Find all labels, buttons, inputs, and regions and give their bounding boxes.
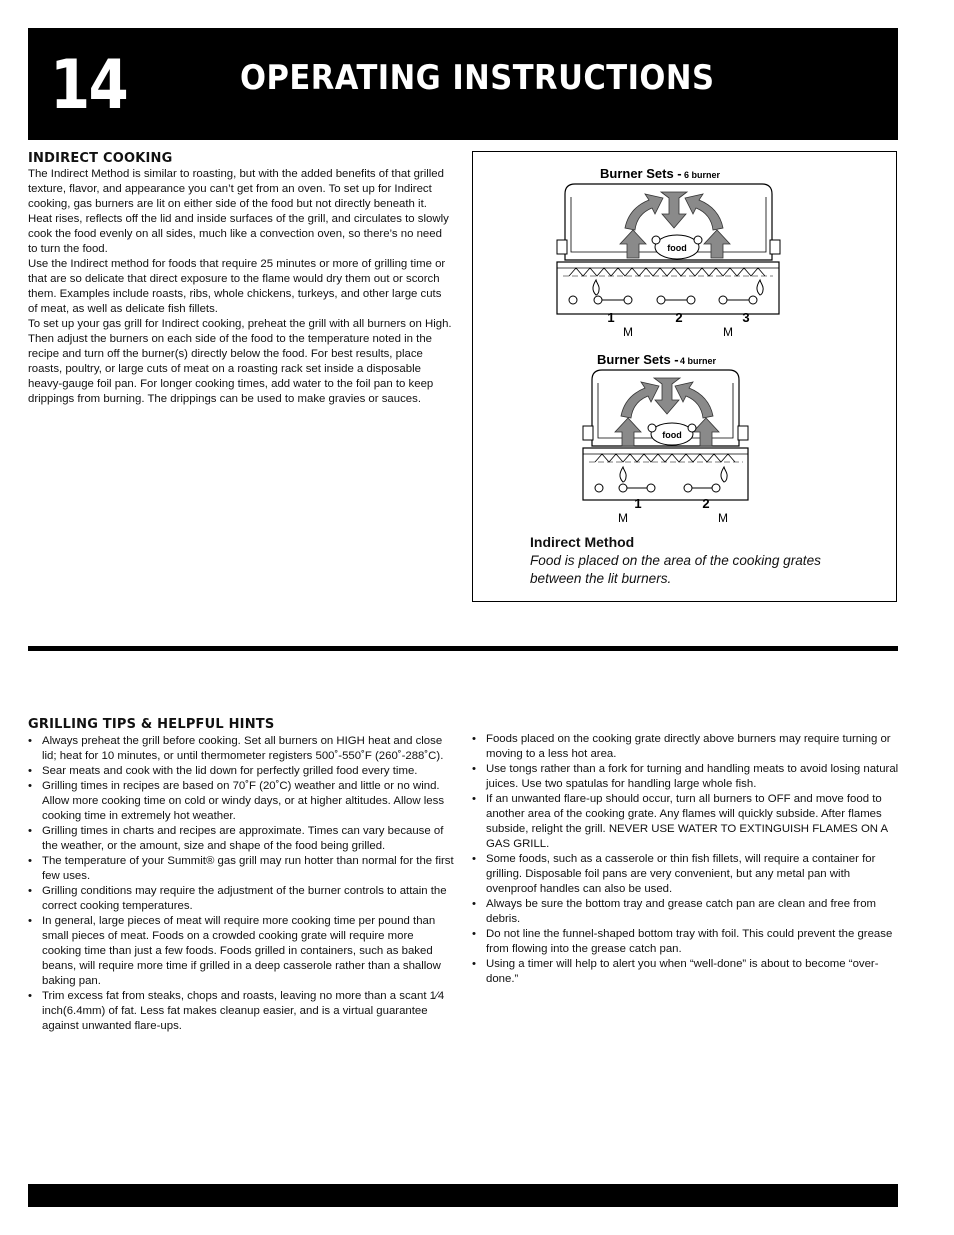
tip-item: • Always be sure the bottom tray and grease catch pan are clean and free from debris.: [472, 897, 900, 927]
indirect-paragraph: The Indirect Method is similar to roasting, but with the added benefits of that grilled texture, flavor, and appearance you can’t get from an oven. To set up for Indirect cooking, gas burners are lit on either side of the food but not directly beneath it. Heat rises, reflects off the lid and inside surfaces of the grill, and circulates to slowly cook the food evenly on all sides, much like a convection oven, so there’s no need to turn the food.: [28, 168, 449, 255]
tip-item: • Always preheat the grill before cooking. Set all burners on HIGH heat and close lid; heat for 10 minutes, or until thermometer registers 500˚-550˚F (260˚-288˚C).: [28, 734, 456, 764]
figure-caption-text: Food is placed on the area of the cooking grates between the lit burners.: [530, 553, 821, 586]
diagram-title: Burner Sets -: [600, 166, 682, 181]
tip-item: • Foods placed on the cooking grate directly above burners may require turning or moving to a less hot area.: [472, 732, 900, 762]
burner-marker: M: [618, 511, 628, 525]
four-burner-diagram: [583, 352, 748, 525]
burner-marker: M: [718, 511, 728, 525]
section-divider: [28, 646, 898, 651]
indirect-cooking-text: [28, 167, 454, 407]
indirect-paragraph: To set up your gas grill for Indirect cooking, preheat the grill with all burners on High. Then adjust the burners on each side of the food to the temperature noted in the recipe and turn off the burner(s) directly below the food. For best results, place roasts, poultry, or large cuts of meat on a roasting rack set inside a disposable heavy-gauge foil pan. For longer cooking times, add water to the foil pan to keep drippings from burning. The drippings can be used to make gravies or sauces.: [28, 318, 452, 405]
page-title: OPERATING INSTRUCTIONS: [240, 58, 715, 98]
burner-number: 2: [675, 310, 683, 325]
tip-item: • Use tongs rather than a fork for turning and handling meats to avoid losing natural juices. Use two spatulas for handling large whole fish.: [472, 762, 900, 792]
tip-item: • Trim excess fat from steaks, chops and roasts, leaving no more than a scant 1⁄4 inch(6.4mm) of fat. Less fat makes cleanup easier, and is a virtual guarantee against unwanted flare-ups.: [28, 989, 456, 1034]
footer-bar: [28, 1184, 898, 1207]
burner-diagrams: [473, 152, 896, 532]
tip-item: • Sear meats and cook with the lid down for perfectly grilled food every time.: [28, 764, 456, 779]
indirect-method-figure: [472, 151, 897, 602]
indirect-paragraph: Use the Indirect method for foods that require 25 minutes or more of grilling time or that are so delicate that direct exposure to the flame would dry them out or scorch them. Examples include roasts, ribs, whole chickens, turkeys, and other large cuts of meat, as well as delicate fish fillets.: [28, 258, 446, 315]
tip-item: • The temperature of your Summit® gas grill may run hotter than normal for the first few uses.: [28, 854, 456, 884]
tip-item: • Grilling conditions may require the adjustment of the burner controls to attain the correct cooking temperatures.: [28, 884, 456, 914]
burner-number: 1: [634, 496, 642, 511]
diagram-subtitle: 4 burner: [680, 356, 717, 366]
burner-number: 3: [742, 310, 750, 325]
indirect-cooking-heading: INDIRECT COOKING: [28, 151, 173, 166]
page-header: [28, 28, 898, 140]
food-label: food: [667, 243, 687, 253]
tip-item: • Do not line the funnel-shaped bottom tray with foil. This could prevent the grease from flowing into the grease catch pan.: [472, 927, 900, 957]
diagram-subtitle: 6 burner: [684, 170, 721, 180]
tip-item: • Grilling times in charts and recipes are approximate. Times can vary because of the weather, or the amount, size and shape of the food being grilled.: [28, 824, 456, 854]
tip-item: • If an unwanted flare-up should occur, turn all burners to OFF and move food to another area of the cooking grate. Any flames will quickly subside. After flames subside, relight the grill. NEVER USE WATER TO EXTINGUISH FLAMES ON A GAS GRILL.: [472, 792, 900, 852]
burner-number: 2: [702, 496, 710, 511]
page-number: 14: [50, 46, 128, 125]
diagram-title: Burner Sets -: [597, 352, 679, 367]
burner-number: 1: [607, 310, 615, 325]
tip-item: • In general, large pieces of meat will require more cooking time per pound than small pieces of meat. Foods on a crowded cooking grate will require more cooking time than just a few foods. Foods grilled in containers, such as baked beans, will require more time if grilled in a deep casserole rather than a shallow baking pan.: [28, 914, 456, 989]
tips-right-column: [472, 732, 900, 987]
burner-marker: M: [723, 325, 733, 339]
tip-item: • Some foods, such as a casserole or thin fish fillets, will require a container for grilling. Disposable foil pans are very convenient, but any metal pan with ovenproof handles can also be used.: [472, 852, 900, 897]
grilling-tips-heading: GRILLING TIPS & HELPFUL HINTS: [28, 717, 275, 732]
food-label: food: [662, 430, 682, 440]
tip-item: • Using a timer will help to alert you when “well-done” is about to become “over-done.”: [472, 957, 900, 987]
tips-left-column: [28, 734, 456, 1034]
tip-item: • Grilling times in recipes are based on 70˚F (20˚C) weather and little or no wind. Allow more cooking time on cold or windy days, or at higher altitudes. Allow less cooking time in extremely hot weather.: [28, 779, 456, 824]
six-burner-diagram: [557, 166, 780, 339]
burner-marker: M: [623, 325, 633, 339]
figure-caption-title: Indirect Method: [530, 534, 635, 550]
